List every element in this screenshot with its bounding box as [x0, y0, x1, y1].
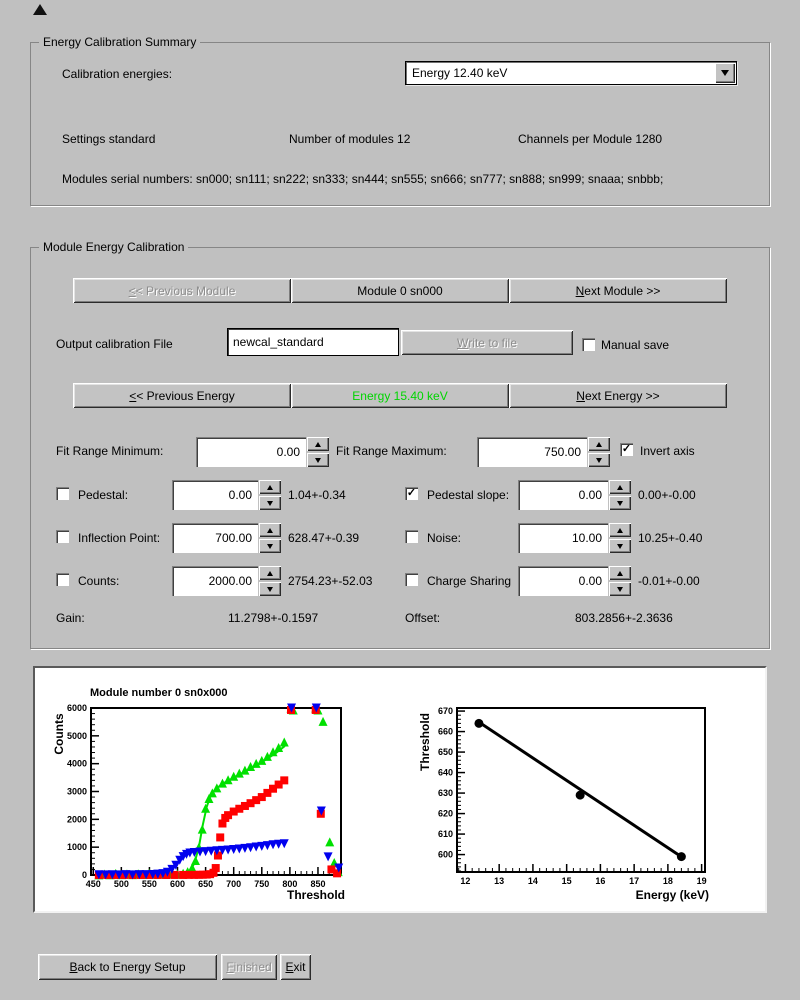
chevron-down-icon	[721, 70, 729, 76]
svg-text:17: 17	[629, 876, 640, 886]
counts-fit-result: 2754.23+-52.03	[288, 574, 373, 588]
spin-up-button[interactable]	[609, 523, 631, 537]
noise-fit-result: 10.25+-0.40	[638, 531, 703, 545]
spin-up-button[interactable]	[259, 566, 281, 580]
spin-down-button[interactable]	[588, 453, 610, 467]
svg-text:Threshold: Threshold	[418, 712, 432, 772]
svg-text:500: 500	[113, 879, 129, 889]
inflection-point-value: 700.00	[215, 531, 252, 545]
spin-up-button[interactable]	[609, 480, 631, 494]
spin-up-button[interactable]	[609, 566, 631, 580]
svg-text:14: 14	[527, 876, 538, 886]
pedestal-slope-checkbox[interactable]	[405, 487, 418, 500]
dropdown-button[interactable]	[715, 63, 735, 83]
svg-text:15: 15	[561, 876, 572, 886]
arrow-up-icon	[267, 485, 273, 490]
arrow-up-icon	[617, 571, 623, 576]
pedestal-fit-result: 1.04+-0.34	[288, 488, 346, 502]
charge-sharing-fit-result: -0.01+-0.00	[638, 574, 700, 588]
svg-text:750: 750	[254, 879, 270, 889]
fit-max-value: 750.00	[544, 445, 581, 459]
arrow-up-icon	[267, 528, 273, 533]
spin-down-button[interactable]	[307, 453, 329, 467]
manual-save-label: Manual save	[601, 338, 670, 352]
svg-text:3000: 3000	[66, 786, 87, 797]
fit-min-value: 0.00	[276, 445, 300, 459]
offset-value: 803.2856+-2.3636	[575, 611, 673, 625]
charge-sharing-spinbox[interactable]	[518, 566, 608, 596]
counts-spinbox[interactable]	[172, 566, 258, 596]
finished-button[interactable]: F inished	[221, 954, 277, 980]
invert-axis-label: Invert axis	[640, 444, 695, 458]
spin-down-button[interactable]	[609, 539, 631, 553]
arrow-up-icon	[617, 485, 623, 490]
svg-text:0: 0	[81, 870, 87, 880]
spin-up-button[interactable]	[307, 437, 329, 451]
pedestal-slope-spinbox[interactable]	[518, 480, 608, 510]
charge-sharing-label: Charge Sharing	[427, 574, 512, 588]
svg-text:600: 600	[170, 879, 186, 889]
svg-text:2000: 2000	[66, 814, 87, 825]
noise-label: Noise:	[427, 531, 462, 545]
arrow-down-icon	[315, 458, 321, 463]
manual-save-checkbox[interactable]	[582, 338, 595, 351]
previous-module-button[interactable]: < < Previous Module	[73, 278, 291, 303]
calibration-energies-label: Calibration energies:	[62, 67, 173, 81]
pedestal-slope-fit-result: 0.00+-0.00	[638, 488, 696, 502]
svg-text:850: 850	[310, 879, 326, 889]
gain-value: 11.2798+-0.1597	[228, 611, 319, 625]
current-energy-button[interactable]: Energy 15.40 keV	[291, 383, 509, 408]
svg-text:5000: 5000	[66, 730, 87, 741]
svg-text:1000: 1000	[66, 842, 87, 853]
svg-text:550: 550	[141, 879, 157, 889]
arrow-down-icon	[617, 587, 623, 592]
pedestal-slope-label: Pedestal slope:	[427, 488, 510, 502]
settings-label: Settings standard	[62, 132, 156, 146]
arrow-down-icon	[617, 544, 623, 549]
svg-text:660: 660	[437, 726, 453, 737]
spin-down-button[interactable]	[609, 582, 631, 596]
arrow-up-icon	[267, 571, 273, 576]
spin-down-button[interactable]	[609, 496, 631, 510]
svg-text:18: 18	[662, 876, 673, 886]
inflection-point-fit-result: 628.47+-0.39	[288, 531, 360, 545]
channels-label: Channels per Module 1280	[518, 132, 663, 146]
next-module-button[interactable]: N ext Module >>	[509, 278, 727, 303]
svg-text:620: 620	[437, 808, 453, 819]
scurve-plot	[36, 672, 381, 910]
counts-value: 2000.00	[208, 574, 252, 588]
arrow-up-icon	[617, 528, 623, 533]
invert-axis-checkbox[interactable]	[620, 443, 633, 456]
module-label-button[interactable]: Module 0 sn000	[291, 278, 509, 303]
charge-sharing-checkbox[interactable]	[405, 573, 418, 586]
svg-text:670: 670	[437, 706, 453, 717]
inflection-point-label: Inflection Point:	[78, 531, 161, 545]
previous-energy-button[interactable]: < < Previous Energy	[73, 383, 291, 408]
svg-text:630: 630	[437, 788, 453, 799]
noise-spinbox[interactable]	[518, 523, 608, 553]
fit-min-spinbox[interactable]	[196, 437, 306, 467]
calibration-energy-value: Energy 12.40 keV	[412, 66, 508, 80]
svg-text:650: 650	[437, 747, 453, 758]
fit-range-max-label: Fit Range Maximum:	[336, 444, 447, 458]
pedestal-slope-value: 0.00	[578, 488, 602, 502]
svg-text:600: 600	[437, 849, 453, 860]
group-title: Energy Calibration Summary	[39, 35, 200, 49]
svg-text:13: 13	[494, 876, 505, 886]
svg-text:640: 640	[437, 767, 453, 778]
window-decoration-icon	[33, 4, 47, 15]
calibration-line-plot	[408, 672, 740, 910]
svg-text:Energy (keV): Energy (keV)	[635, 888, 709, 902]
svg-text:19: 19	[696, 876, 707, 886]
pedestal-label: Pedestal:	[78, 488, 129, 502]
svg-text:16: 16	[595, 876, 606, 886]
exit-button[interactable]: E xit	[280, 954, 311, 980]
write-to-file-button[interactable]: W rite to file	[401, 330, 573, 355]
svg-text:6000: 6000	[66, 703, 87, 713]
output-file-input[interactable]	[228, 329, 398, 355]
svg-text:4000: 4000	[66, 758, 87, 769]
pedestal-value: 0.00	[228, 488, 252, 502]
gain-label: Gain:	[56, 611, 85, 625]
back-to-energy-setup-button[interactable]: B ack to Energy Setup	[38, 954, 217, 980]
output-file-label: Output calibration File	[56, 337, 173, 351]
pedestal-checkbox[interactable]	[56, 487, 69, 500]
counts-label: Counts:	[78, 574, 120, 588]
spin-up-button[interactable]	[259, 523, 281, 537]
next-energy-button[interactable]: N ext Energy >>	[509, 383, 727, 408]
svg-text:650: 650	[198, 879, 214, 889]
arrow-down-icon	[267, 544, 273, 549]
spin-down-button[interactable]	[259, 496, 281, 510]
arrow-up-icon	[315, 442, 321, 447]
inflection-point-checkbox[interactable]	[56, 530, 69, 543]
spin-up-button[interactable]	[588, 437, 610, 451]
spin-up-button[interactable]	[259, 480, 281, 494]
svg-text:Module number 0 sn0x000: Module number 0 sn0x000	[90, 687, 228, 699]
group-title: Module Energy Calibration	[39, 240, 188, 254]
calibration-energy-select[interactable]	[405, 61, 737, 85]
svg-text:610: 610	[437, 829, 453, 840]
pedestal-spinbox[interactable]	[172, 480, 258, 510]
arrow-down-icon	[596, 458, 602, 463]
num-modules-label: Number of modules 12	[289, 132, 411, 146]
arrow-down-icon	[617, 501, 623, 506]
counts-checkbox[interactable]	[56, 573, 69, 586]
noise-checkbox[interactable]	[405, 530, 418, 543]
arrow-up-icon	[596, 442, 602, 447]
charge-sharing-value: 0.00	[578, 574, 602, 588]
arrow-down-icon	[267, 587, 273, 592]
noise-value: 10.00	[571, 531, 602, 545]
fit-range-min-label: Fit Range Minimum:	[56, 444, 164, 458]
check-icon: ✓	[406, 487, 417, 499]
spin-down-button[interactable]	[259, 582, 281, 596]
offset-label: Offset:	[405, 611, 441, 625]
arrow-down-icon	[267, 501, 273, 506]
check-icon: ✓	[621, 443, 632, 455]
svg-text:800: 800	[282, 879, 298, 889]
inflection-point-spinbox[interactable]	[172, 523, 258, 553]
fit-max-spinbox[interactable]	[477, 437, 587, 467]
svg-text:Counts: Counts	[52, 713, 66, 755]
serial-numbers-label: Modules serial numbers: sn000; sn111; sn222; sn333; sn444; sn555; sn666; sn777; sn888; sn999; snaaa; snbbb;	[62, 172, 664, 186]
svg-text:12: 12	[460, 876, 471, 886]
svg-text:Threshold: Threshold	[286, 888, 345, 902]
svg-text:700: 700	[226, 879, 242, 889]
spin-down-button[interactable]	[259, 539, 281, 553]
svg-text:450: 450	[85, 879, 101, 889]
